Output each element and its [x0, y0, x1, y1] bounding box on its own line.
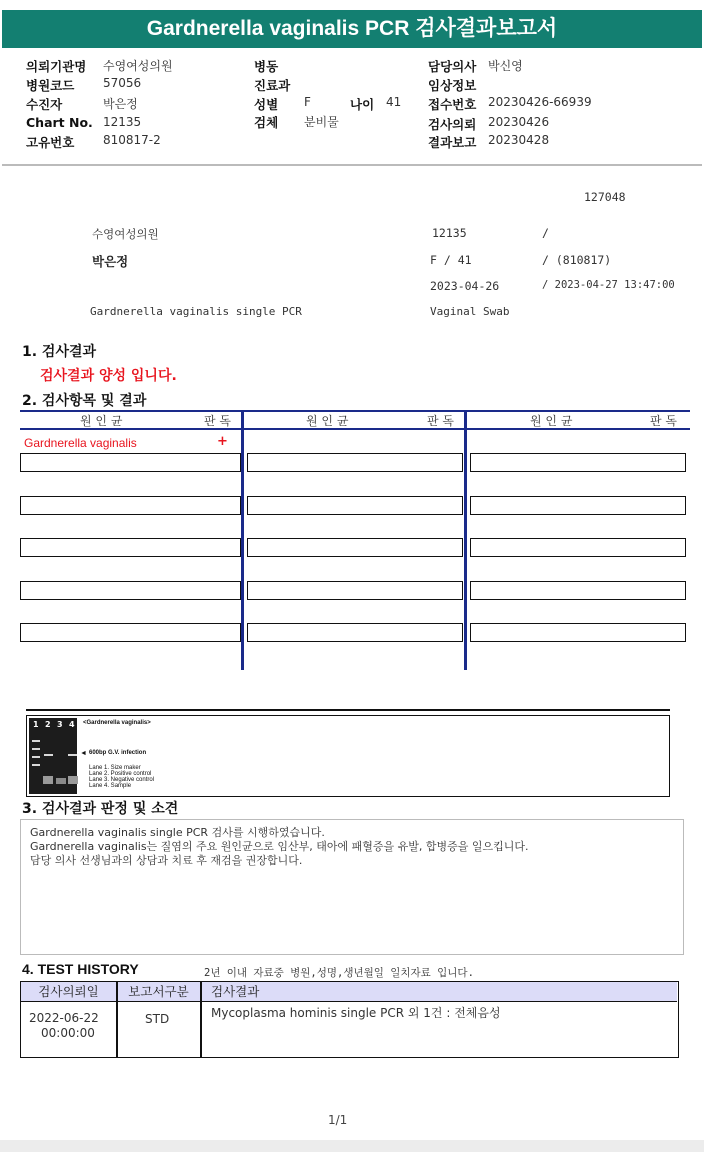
- header-value: 박은정: [103, 97, 138, 111]
- header-label: 결과보고: [428, 135, 477, 150]
- column-header-organism: 원 인 균: [306, 414, 349, 428]
- section3-title: 3. 검사결과 판정 및 소견: [22, 801, 179, 817]
- result-box: [20, 581, 241, 600]
- result-box: [20, 538, 241, 557]
- header-label: 접수번호: [428, 97, 477, 112]
- column-header-reading: 판 독: [204, 414, 231, 428]
- table-divider: [200, 982, 202, 1057]
- result-box: [470, 453, 686, 472]
- header-value: F: [304, 95, 311, 109]
- history-result: Mycoplasma hominis single PCR 외 1건 : 전체음성: [211, 1006, 501, 1020]
- gel-band-label: 600bp G.V. infection: [89, 750, 147, 756]
- history-table: [20, 981, 679, 1058]
- table-divider: [116, 982, 118, 1057]
- header-label: 수진자: [26, 97, 63, 112]
- report-title: Gardnerella vaginalis PCR 검사결과보고서: [2, 10, 702, 48]
- gel-legend-item: Lane 2. Positive control: [89, 771, 152, 777]
- gel-band: [32, 740, 40, 742]
- header-label: 의뢰기관명: [26, 59, 87, 74]
- gel-band: [32, 748, 40, 750]
- header-label: 임상정보: [428, 78, 477, 93]
- lane-number: 1: [33, 720, 39, 729]
- gel-arrow-icon: ◄: [80, 750, 87, 757]
- header-value: 박신영: [488, 59, 523, 73]
- header-label: 성별: [254, 97, 279, 112]
- header-label: 고유번호: [26, 135, 75, 150]
- gel-band: [32, 764, 40, 766]
- result-box: [247, 581, 463, 600]
- result-box: [20, 453, 241, 472]
- result-box: [247, 453, 463, 472]
- history-header-type: 보고서구분: [116, 982, 201, 1002]
- header-value: 810817-2: [103, 133, 161, 147]
- gel-legend-item: Lane 3. Negative control: [89, 777, 155, 783]
- header-value: 57056: [103, 76, 142, 90]
- specimen-name: Vaginal Swab: [430, 305, 510, 318]
- footer-bar: [0, 1140, 704, 1152]
- column-header-organism: 원 인 균: [530, 414, 573, 428]
- header-label: 나이: [350, 97, 375, 112]
- history-date: 2022-06-22: [29, 1011, 99, 1025]
- gel-band: [68, 754, 77, 756]
- gel-electrophoresis-figure: [26, 715, 670, 797]
- result-box: [247, 623, 463, 642]
- report-datetime: / 2023-04-27 13:47:00: [542, 279, 675, 291]
- section1-title: 1. 검사결과: [22, 344, 97, 360]
- test-name: Gardnerella vaginalis single PCR: [90, 305, 302, 318]
- header-value: 20230426: [488, 115, 550, 129]
- result-box: [20, 623, 241, 642]
- section2-title: 2. 검사항목 및 결과: [22, 393, 147, 409]
- chart-number: 12135: [432, 226, 467, 240]
- header-value: 12135: [103, 115, 142, 129]
- opinion-line: Gardnerella vaginalis는 질염의 주요 원인균으로 임산부, 태아에 패혈증을 유발, 합병증을 일으킵니다.: [30, 840, 529, 853]
- header-value: 분비물: [304, 115, 339, 129]
- gel-title: <Gardnerella vaginalis>: [83, 720, 151, 726]
- section4-title: 4. TEST HISTORY: [22, 961, 139, 977]
- lane-number: 4: [69, 720, 75, 729]
- gel-band: [43, 776, 53, 784]
- lane-number: 2: [45, 720, 51, 729]
- patient-id-short: / (810817): [542, 253, 612, 267]
- result-box: [247, 496, 463, 515]
- opinion-box: [20, 819, 684, 955]
- header-label: 검체: [254, 115, 279, 130]
- column-header-reading: 판 독: [650, 414, 677, 428]
- header-label: 병원코드: [26, 78, 75, 93]
- result-box: [247, 538, 463, 557]
- gel-legend-item: Lane 1. Size maker: [89, 765, 141, 771]
- gel-legend-item: Lane 4. Sample: [89, 783, 132, 789]
- result-box: [470, 623, 686, 642]
- gel-band: [68, 776, 78, 784]
- opinion-line: Gardnerella vaginalis single PCR 검사를 시행하였습니다.: [30, 826, 325, 839]
- header-label: 병동: [254, 59, 279, 74]
- patient-name: 박은정: [92, 254, 129, 269]
- history-header-result: 검사결과: [201, 982, 677, 1002]
- request-date: 2023-04-26: [430, 279, 500, 293]
- clinic-name: 수영여성의원: [92, 227, 159, 241]
- grid-divider: [464, 410, 467, 670]
- organism-result: +: [217, 434, 228, 449]
- grid-header-rule: [20, 428, 690, 430]
- gel-image: [29, 718, 77, 794]
- organism-name: Gardnerella vaginalis: [24, 436, 137, 450]
- header-value: 20230428: [488, 133, 550, 147]
- patient-header: [2, 50, 702, 166]
- page-number: 1/1: [328, 1113, 348, 1127]
- header-label: 진료과: [254, 78, 291, 93]
- gel-band: [56, 778, 66, 784]
- sex-age: F / 41: [430, 253, 472, 267]
- column-header-reading: 판 독: [427, 414, 454, 428]
- history-time: 00:00:00: [41, 1026, 95, 1040]
- history-note: 2년 이내 자료중 병원,성명,생년월일 일치자료 입니다.: [204, 967, 474, 979]
- result-box: [470, 538, 686, 557]
- lane-number: 3: [57, 720, 63, 729]
- header-value: 수영여성의원: [103, 59, 173, 73]
- header-label: 담당의사: [428, 59, 477, 74]
- header-value: 20230426-66939: [488, 95, 592, 109]
- report-code: 127048: [584, 190, 626, 204]
- header-value: 41: [386, 95, 402, 109]
- opinion-line: 담당 의사 선생님과의 상담과 치료 후 재검을 권장합니다.: [30, 854, 303, 867]
- result-box: [470, 581, 686, 600]
- history-type: STD: [145, 1012, 170, 1026]
- gel-top-rule: [26, 709, 670, 711]
- gel-band: [44, 754, 53, 756]
- header-label: 검사의뢰: [428, 117, 477, 132]
- separator: /: [542, 226, 549, 240]
- overall-result: 검사결과 양성 입니다.: [40, 368, 177, 384]
- history-header-date: 검사의뢰일: [21, 982, 116, 1002]
- result-box: [20, 496, 241, 515]
- gel-band: [32, 756, 40, 758]
- grid-divider: [241, 410, 244, 670]
- header-label: Chart No.: [26, 115, 93, 130]
- result-box: [470, 496, 686, 515]
- column-header-organism: 원 인 균: [80, 414, 123, 428]
